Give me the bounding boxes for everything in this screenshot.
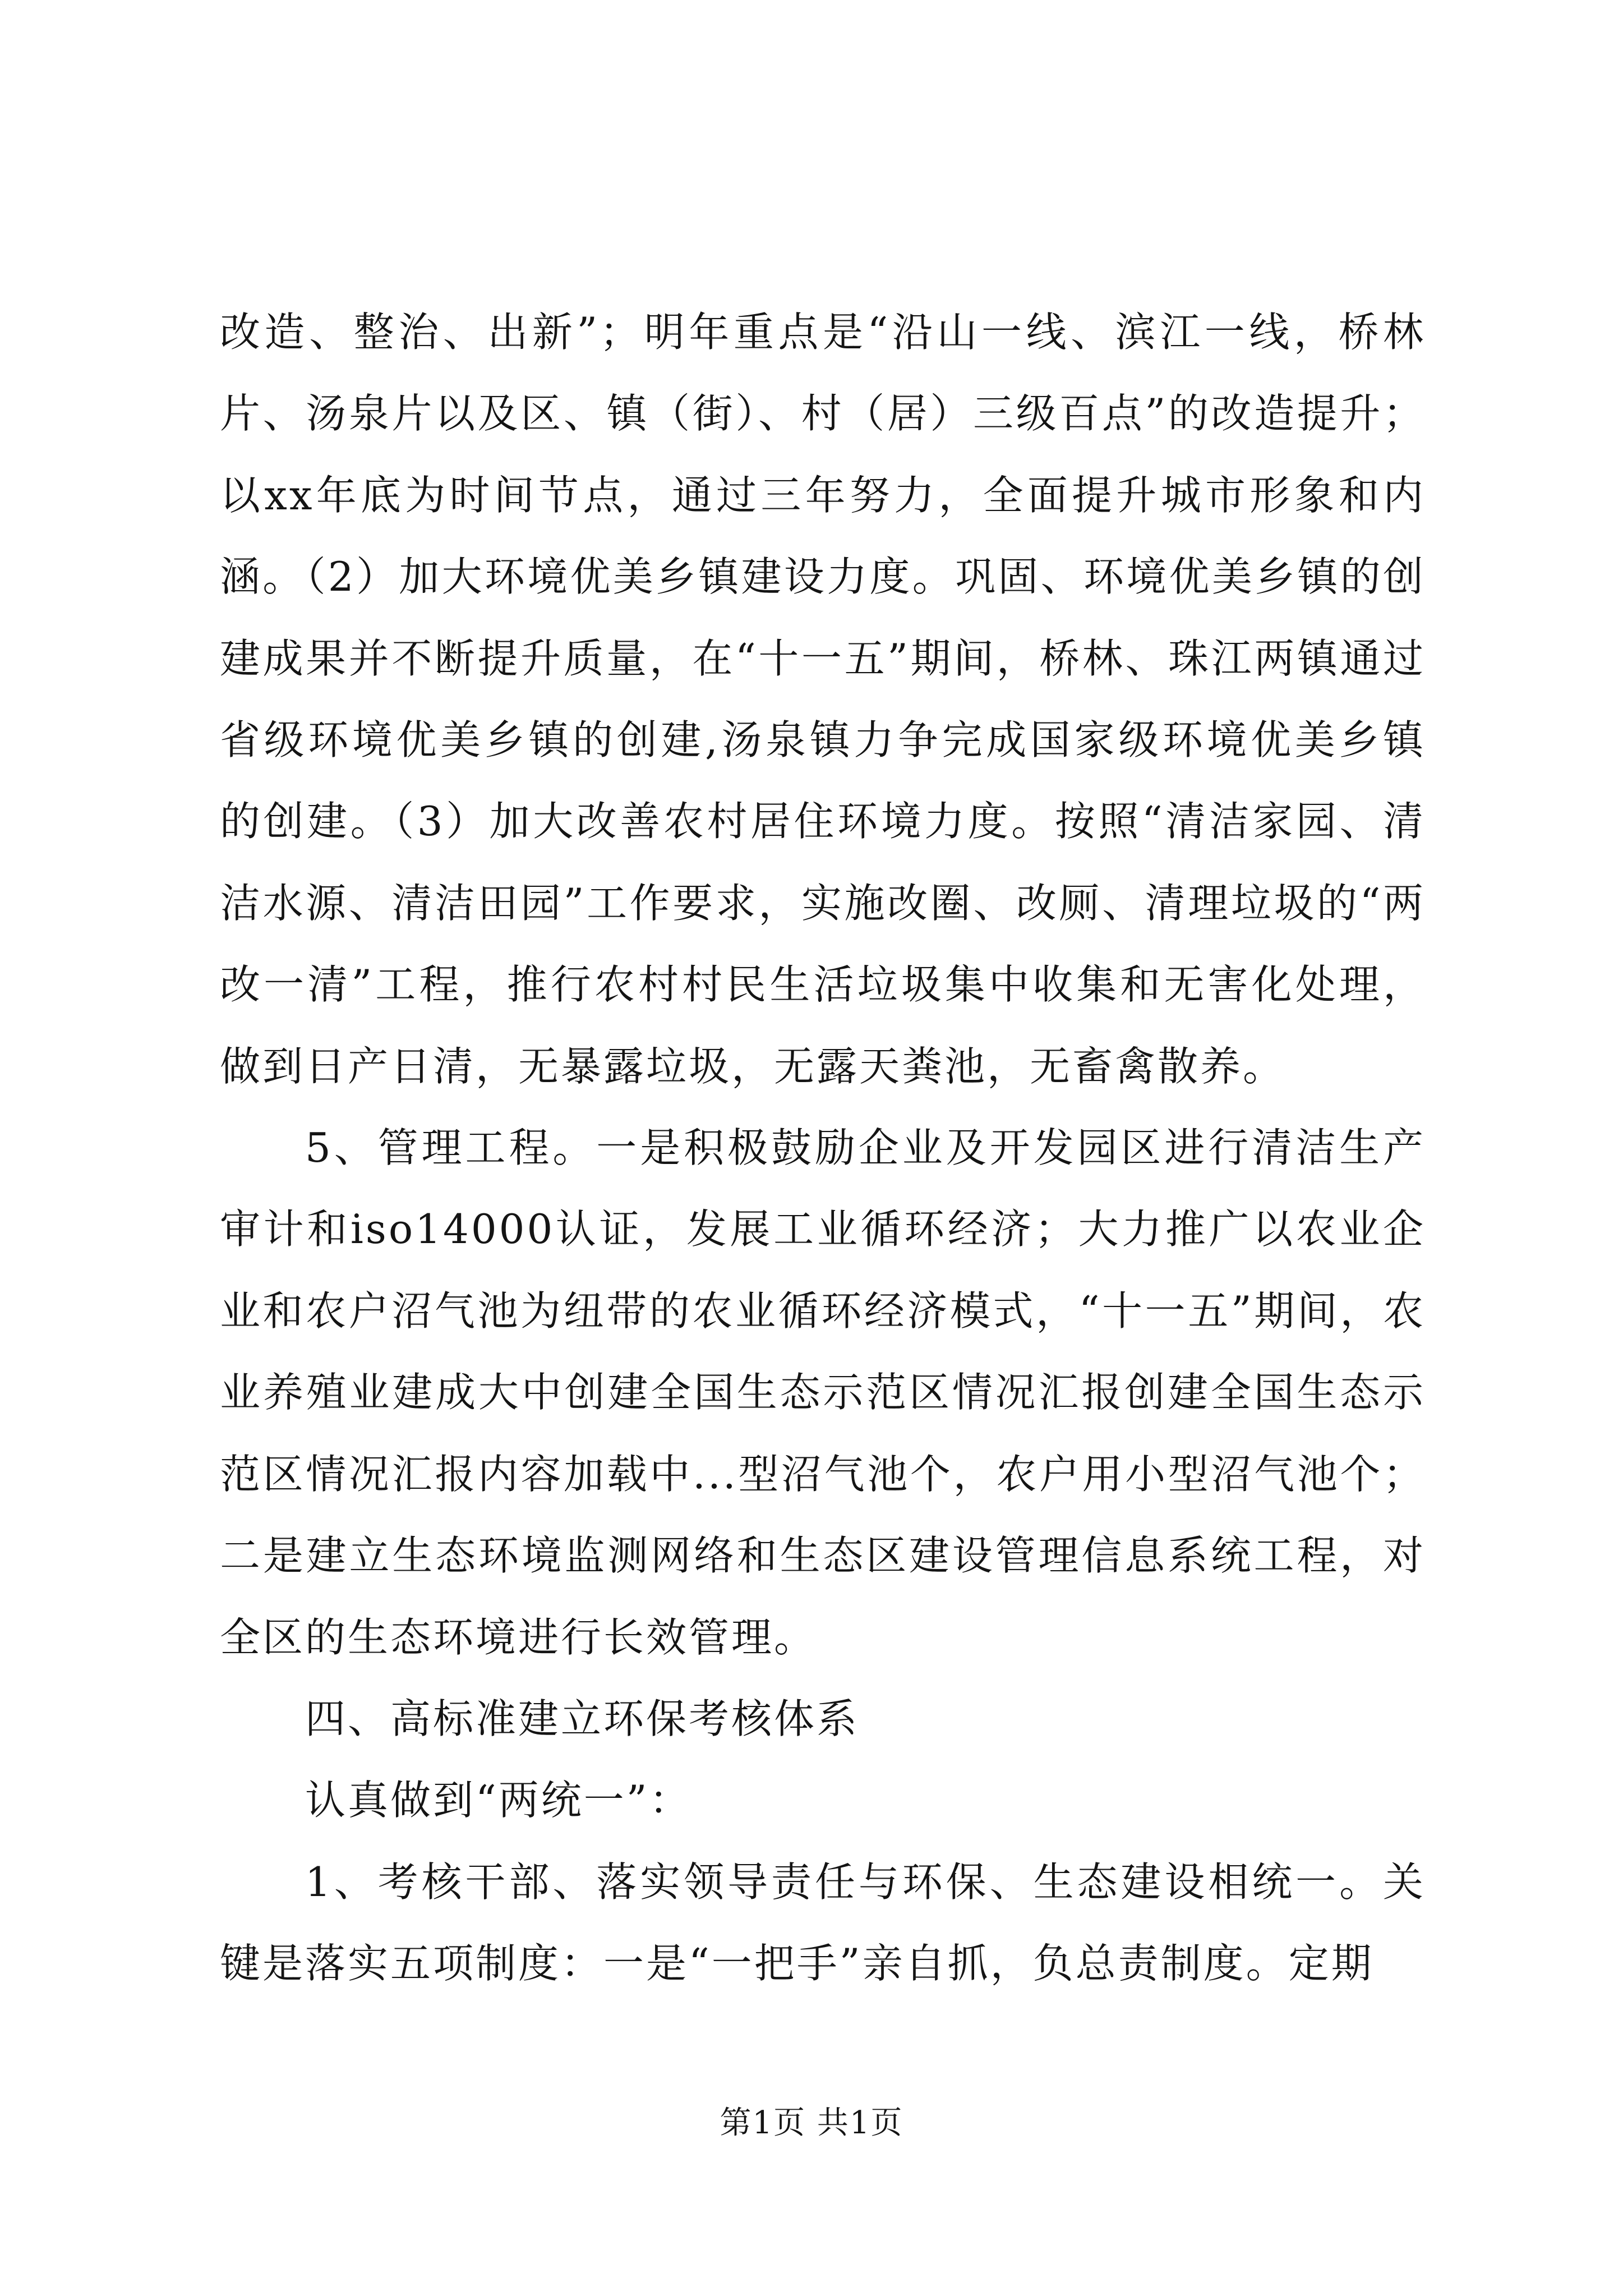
paragraph-2: 5、管理工程。一是积极鼓励企业及开发园区进行清洁生产审计和iso14000认证，发展工业循环经济；大力推广以农业企业和农户沼气池为纽带的农业循环经济模式，“十一五”期间，农业养殖业建成大中创建全国生态示范区情况汇报创建全国生态示范区情况汇报内容加载中...型沼气池个，农户用小型沼气池个；二是建立生态环境监测网络和生态区建设管理信息系统工程，对全区的生态环境进行长效管理。 [220, 1124, 1426, 1661]
paragraph-1: 改造、整治、出新”；明年重点是“沿山一线、滨江一线，桥林片、汤泉片以及区、镇（街）、村（居）三级百点”的改造提升；以xx年底为时间节点，通过三年努力，全面提升城市形象和内涵。（2）加大环境优美乡镇建设力度。巩固、环境优美乡镇的创建成果并不断提升质量，在“十一五”期间，桥林、珠江两镇通过省级环境优美乡镇的创建,汤泉镇力争完成国家级环境优美乡镇的创建。（3）加大改善农村居住环境力度。按照“清洁家园、清洁水源、清洁田园”工作要求，实施改圈、改厕、清理垃圾的“两改一清”工程，推行农村村民生活垃圾集中收集和无害化处理，做到日产日清，无暴露垃圾，无露天粪池，无畜禽散养。 [220, 309, 1426, 1090]
document-body [220, 292, 1426, 2005]
page-footer: 第1页 共1页 [720, 2105, 903, 2141]
paragraph-4: 1、考核干部、落实领导责任与环保、生态建设相统一。关键是落实五项制度：一是“一把手”亲自抓，负总责制度。定期 [220, 1858, 1426, 1987]
paragraph-3: 认真做到“两统一”： [305, 1777, 692, 1824]
section-heading: 四、高标准建立环保考核体系 [305, 1695, 860, 1742]
